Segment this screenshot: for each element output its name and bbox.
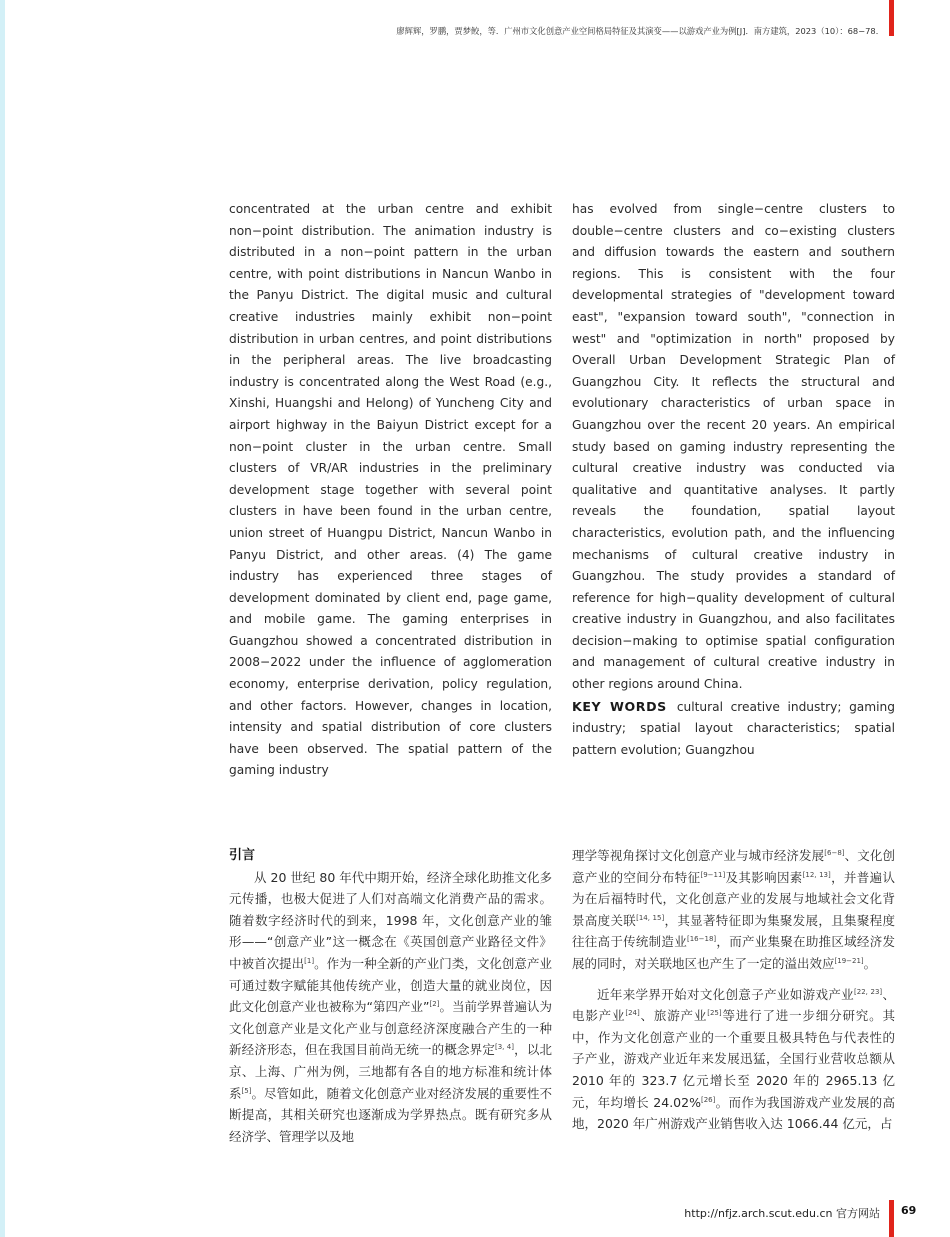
reference-marker: [19−21] <box>834 956 864 965</box>
section-heading-intro: 引言 <box>229 848 256 863</box>
page-number: 69 <box>901 1204 917 1217</box>
keywords-text: cultural creative industry; gaming industry; spatial layout characteristics; spatial pattern evolution; Guangzhou <box>572 699 895 757</box>
reference-marker: [1] <box>304 956 315 965</box>
header-accent-bar <box>889 0 894 36</box>
reference-marker: [14, 15] <box>636 913 665 922</box>
keywords-line <box>572 696 895 762</box>
abstract-en-text-right: has evolved from single−centre clusters to double−centre clusters and co−existing clusters and diffusion towards the eastern and southern regions. This is consistent with the four developmental strategies of "development toward east", "expansion toward south", "connection in west" and "optimization in north" proposed by Overall Urban Development Strategic Plan of Guangzhou City. It reflects the structural and evolutionary characteristics of urban space in Guangzhou over the recent 20 years. An empirical study based on gaming industry representing the cultural creative industry was conducted via qualitative and quantitative analyses. It partly reveals the foundation, spatial layout characteristics, evolution path, and the influencing mechanisms of cultural creative industry in Guangzhou. The study provides a standard of reference for high−quality development of cultural creative industry in Guangzhou, and also facilitates decision−making to optimise spatial configuration and management of cultural creative industry in other regions around China. <box>572 202 895 692</box>
reference-marker: [24] <box>625 1009 640 1018</box>
footer-accent-bar <box>889 1200 894 1237</box>
reference-marker: [26] <box>700 1095 716 1104</box>
intro-column-right <box>572 845 895 1135</box>
keywords-label: KEY WORDS <box>572 698 667 714</box>
abstract-en-column-left <box>229 199 552 782</box>
reference-marker: [9−11] <box>700 870 726 879</box>
intro-paragraph-2: 理学等视角探讨文化创意产业与城市经济发展[6−8]、文化创意产业的空间分布特征[9−11]及其影响因素[12, 13]，并普遍认为在后福特时代，文化创意产业的发展与地域社会文化背景高度关联[14, 15]，其显著特征即为集聚发展，且集聚程度往往高于传统制造业[16−18]，而产业集聚在助推区域经济发展的同时，对关联地区也产生了一定的溢出效应[19−21]。 <box>572 848 895 971</box>
reference-marker: [22, 23] <box>854 987 883 996</box>
intro-paragraph-3: 近年来学界开始对文化创意子产业如游戏产业[22, 23]、电影产业[24]、旅游产业[25]等进行了进一步细分研究。其中，作为文化创意产业的一个重要且极具特色与代表性的子产业，游戏产业近年来发展迅猛，全国行业营收总额从 2010 年的 323.7 亿元增长至 2020 年的 2965.13 亿元，年均增长 24.02%[26]。而作为我国游戏产业发展的高地，2020 年广州游戏产业销售收入达 1066.44 亿元，占 <box>572 986 895 1132</box>
reference-marker: [5] <box>241 1086 252 1095</box>
reference-marker: [25] <box>707 1009 722 1018</box>
reference-marker: [2] <box>429 1000 440 1009</box>
footer-website-url: http://nfjz.arch.scut.edu.cn 官方网站 <box>684 1207 880 1220</box>
intro-paragraph-1: 从 20 世纪 80 年代中期开始，经济全球化助推文化多元传播，也极大促进了人们对高端文化消费产品的需求。随着数字经济时代的到来，1998 年，文化创意产业的雏形——“创意产业”这一概念在《英国创意产业路径文件》中被首次提出[1]。作为一种全新的产业门类，文化创意产业可通过数字赋能其他传统产业，创造大量的就业岗位，因此文化创意产业也被称为“第四产业”[2]。当前学界普遍认为文化创意产业是文化产业与创意经济深度融合产生的一种新经济形态，但在我国目前尚无统一的概念界定[3, 4]，以北京、上海、广州为例，三地都有各自的地方标准和统计体系[5]。尽管如此，随着文化创意产业对经济发展的重要性不断提高，其相关研究也逐渐成为学界热点。既有研究多从经济学、管理学以及地 <box>229 869 552 1144</box>
reference-marker: [12, 13] <box>802 870 831 879</box>
abstract-en-column-right <box>572 199 895 761</box>
running-header-citation: 廖辉辉，罗鹏，贾梦鲛，等．广州市文化创意产业空间格局特征及其演变——以游戏产业为例[J]．南方建筑，2023（10）：68−78． <box>396 26 884 36</box>
abstract-en-text-left: concentrated at the urban centre and exhibit non−point distribution. The animation industry is distributed in a non−point pattern in the urban centre, with point distributions in Nancun Wanbo in the Panyu District. The digital music and cultural creative industries mainly exhibit non−point distribution in urban centres, and point distributions in the peripheral areas. The live broadcasting industry is concentrated along the West Road (e.g., Xinshi, Huangshi and Helong) of Yuncheng City and airport highway in the Baiyun District except for a non−point cluster in the urban centre. Small clusters of VR/AR industries in the preliminary development stage together with several point clusters in have been found in the urban centre, union street of Huangpu District, Nancun Wanbo in Panyu District, and other areas. (4) The game industry has experienced three stages of development dominated by client end, page game, and mobile game. The gaming enterprises in Guangzhou showed a concentrated distribution in 2008−2022 under the influence of agglomeration economy, enterprise derivation, policy regulation, and other factors. However, changes in location, intensity and spatial distribution of core clusters have been observed. The spatial pattern of the gaming industry <box>229 202 552 778</box>
reference-marker: [6−8] <box>824 849 845 857</box>
reference-marker: [3, 4] <box>494 1043 514 1052</box>
reference-marker: [16−18] <box>686 935 717 944</box>
intro-column-left <box>229 845 552 1147</box>
left-margin-stripe <box>0 0 5 1237</box>
